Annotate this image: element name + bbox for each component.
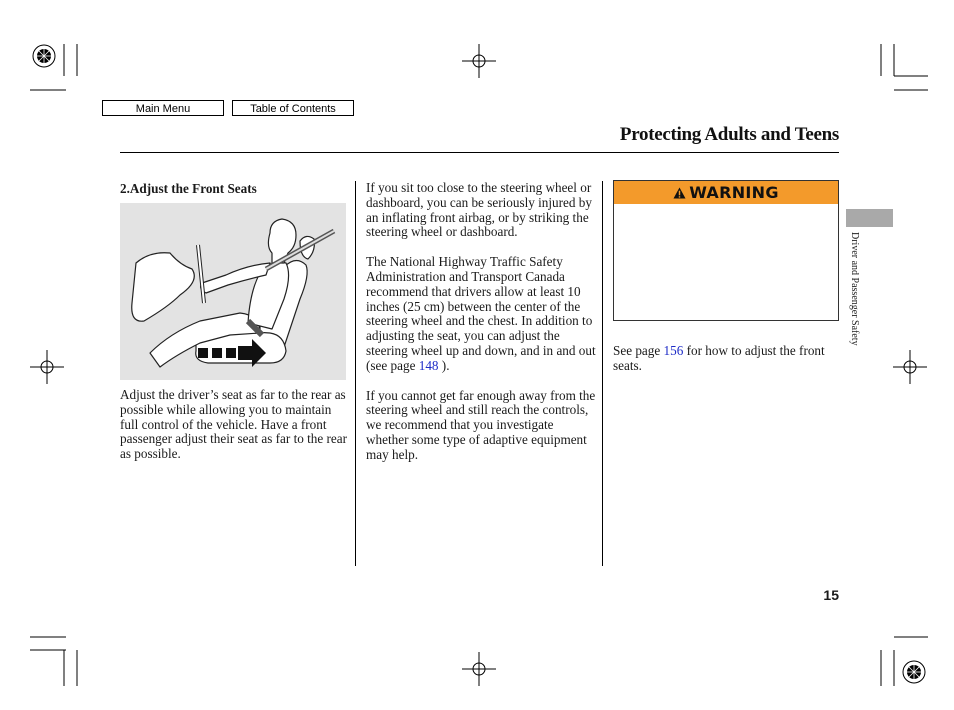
section-tab-marker	[846, 209, 893, 227]
section-side-label: Driver and Passenger Safety	[849, 232, 860, 346]
crop-mark-bottom-left	[28, 632, 88, 688]
title-rule	[120, 152, 839, 153]
warning-header	[614, 181, 838, 204]
page-number: 15	[823, 587, 839, 603]
adaptive-equipment-paragraph: If you cannot get far enough away from the steering wheel and still reach the controls, we recommend that you investigate whether some type of adaptive equipment may help.	[366, 387, 596, 462]
nhtsa-text-end: ).	[438, 357, 450, 373]
column-3-text	[613, 344, 839, 389]
warning-box	[613, 180, 839, 321]
warning-triangle-icon	[673, 187, 686, 199]
column-1-paragraph: Adjust the driver’s seat as far to the rear as possible while allowing you to maintain full control of the vehicle. Have a front passenger adjust their seat as far to the rear as possible.	[120, 387, 348, 462]
crosshair-mark-right	[893, 350, 927, 384]
crop-mark-top-right	[876, 40, 931, 95]
see-text-end: for how to adjust the front seats.	[613, 343, 825, 373]
nhtsa-paragraph	[366, 255, 598, 373]
airbag-paragraph: If you sit too close to the steering wheel or dashboard, you can be seriously injured by an inflating front airbag, or by striking the steering wheel or dashboard.	[366, 180, 592, 240]
column-divider-2	[602, 181, 603, 566]
column-divider-1	[355, 181, 356, 566]
nhtsa-text: The National Highway Traffic Safety Administration and Transport Canada recommend that drivers allow at least 10 inches (25 cm) between the center of the steering wheel and the chest. In addition to adjusting the seat, you can adjust the steering wheel up and down, and in and out (see page	[366, 254, 596, 373]
driver-seat-icon	[120, 203, 346, 380]
main-menu-button[interactable]: Main Menu	[102, 100, 224, 116]
column-2-text	[366, 181, 598, 478]
section-heading: 2.Adjust the Front Seats	[120, 181, 257, 196]
seat-adjustment-illustration	[120, 203, 346, 380]
registration-mark-bottom-right	[876, 632, 936, 688]
table-of-contents-button[interactable]: Table of Contents	[232, 100, 354, 116]
see-page-paragraph	[613, 344, 839, 374]
warning-label: WARNING	[689, 183, 779, 202]
crosshair-mark-bottom	[462, 652, 496, 686]
page-148-link[interactable]: 148	[418, 357, 439, 373]
crosshair-mark-top	[462, 44, 496, 78]
crosshair-mark-left	[30, 350, 64, 384]
registration-mark-top-left	[28, 40, 88, 95]
column-1-text	[120, 388, 350, 477]
page-156-link[interactable]: 156	[663, 343, 684, 358]
page-title: Protecting Adults and Teens	[619, 124, 839, 145]
see-text: See page	[613, 343, 664, 358]
